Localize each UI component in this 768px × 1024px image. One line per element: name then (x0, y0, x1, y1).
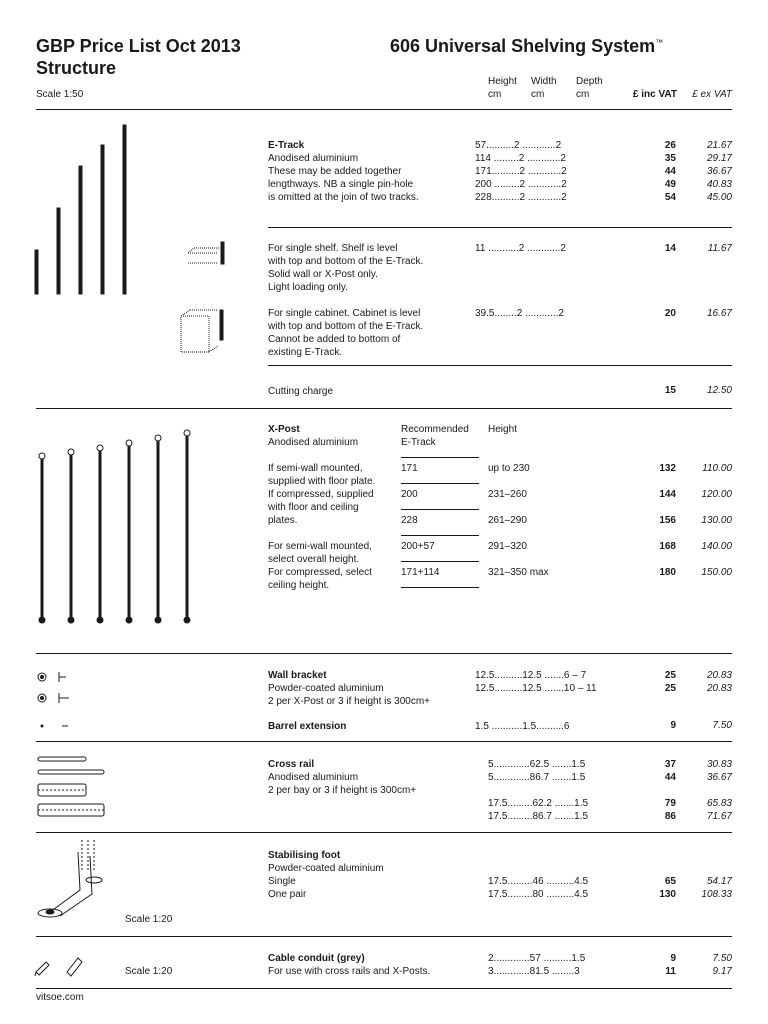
single-cabinet-block (268, 307, 423, 359)
single-shelf-desc: Light loading only. (268, 282, 348, 293)
single-shelf-desc: Solid wall or X-Post only. (268, 269, 378, 280)
col-depth (576, 75, 603, 101)
stabilising-foot-dims (488, 875, 588, 901)
x-post-rec-label (401, 423, 469, 449)
dims-cell: 5.............62.5 .......1.5 (488, 759, 586, 770)
col-depth-unit: cm (576, 89, 590, 100)
height-cell: 291–320 (488, 541, 527, 552)
product-title-text: 606 Universal Shelving System (390, 36, 656, 56)
price-inc: 156 (659, 515, 676, 526)
height-cell: 231–260 (488, 489, 527, 500)
row-rule (401, 509, 479, 510)
dims-cell: 1.5 ...........1.5..........6 (475, 721, 570, 732)
stabilising-foot-block (268, 849, 384, 901)
x-post-note: supplied with floor plate. (268, 476, 376, 487)
cross-rail-desc: 2 per bay or 3 if height is 300cm+ (268, 785, 417, 796)
x-post-note: If compressed, supplied (268, 489, 374, 500)
price-ex: 110.00 (702, 463, 732, 474)
price-inc: 14 (664, 243, 676, 254)
price-ex: 30.83 (706, 759, 732, 770)
rec-cell: 200 (401, 489, 418, 500)
row-rule (401, 535, 479, 536)
stabilising-foot-option: Single (268, 876, 296, 887)
wall-bracket-dims (475, 669, 597, 695)
price-ex: 130.00 (701, 515, 732, 526)
x-post-note: plates. (268, 515, 298, 526)
x-post-note: select overall height. (268, 554, 360, 565)
price-ex: 12.50 (706, 385, 732, 396)
x-post-note: ceiling height. (268, 580, 330, 591)
divider (268, 365, 732, 366)
cable-conduit-block (268, 952, 430, 978)
cable-conduit-name: Cable conduit (grey) (268, 953, 365, 964)
col-ex-vat: £ ex VAT (692, 89, 732, 100)
section-title: Structure (36, 58, 117, 78)
e-track-dims (475, 139, 567, 204)
price-list-title: GBP Price List Oct 2013 (36, 36, 241, 56)
dims-cell: 5.............86.7 .......1.5 (488, 772, 586, 783)
section-divider (36, 936, 732, 937)
price-ex: 45.00 (706, 192, 732, 203)
price-inc: 49 (664, 179, 676, 190)
single-cabinet-desc: with top and bottom of the E-Track. (268, 321, 424, 332)
cable-conduit-ex (687, 952, 732, 978)
dims-cell: 39.5........2 ............2 (475, 308, 564, 319)
cable-conduit-dims (488, 952, 585, 978)
rec-cell: 171 (401, 463, 418, 474)
single-cabinet-desc: For single cabinet. Cabinet is level (268, 308, 421, 319)
cutting-charge-label: Cutting charge (268, 386, 334, 397)
price-ex: 150.00 (701, 567, 732, 578)
rec-cell: 171+114 (401, 567, 440, 578)
price-inc: 9 (670, 720, 676, 731)
dims-cell: 171..........2 ............2 (475, 166, 567, 177)
price-inc: 65 (664, 876, 676, 887)
section-divider (36, 741, 732, 742)
price-ex: 7.50 (712, 720, 732, 731)
x-post-note: For compressed, select (268, 567, 372, 578)
dims-cell: 17.5.........86.7 .......1.5 (488, 811, 589, 822)
dims-cell: 17.5.........62.2 .......1.5 (488, 798, 589, 809)
height-cell: up to 230 (488, 463, 530, 474)
price-inc: 44 (664, 166, 676, 177)
cross-rail-block (268, 758, 416, 797)
wall-bracket-ex (687, 669, 732, 695)
price-ex: 71.67 (706, 811, 732, 822)
price-ex: 20.83 (706, 683, 732, 694)
e-track-block (268, 139, 419, 204)
scale-label: Scale 1:50 (36, 89, 84, 100)
height-cell: 261–290 (488, 515, 527, 526)
price-inc: 54 (664, 192, 676, 203)
price-ex: 36.67 (706, 166, 732, 177)
col-height-label: Height (488, 76, 517, 87)
price-ex: 54.17 (706, 876, 732, 887)
x-post-note: with floor and ceiling (268, 502, 359, 513)
stabilising-foot-inc (636, 875, 676, 901)
single-shelf-block (268, 242, 423, 294)
e-track-desc: is omitted at the join of two tracks. (268, 192, 419, 203)
wall-bracket-desc: 2 per X-Post or 3 if height is 300cm+ (268, 696, 431, 707)
rec-label: Recommended (401, 424, 469, 435)
dims-cell: 114 .........2 ............2 (475, 153, 566, 164)
price-ex: 11.67 (707, 243, 732, 254)
price-inc: 132 (659, 463, 676, 474)
e-track-ex (687, 139, 732, 204)
e-track-desc: Anodised aluminium (268, 153, 359, 164)
x-post-heading (268, 423, 358, 449)
single-cabinet-desc: existing E-Track. (268, 347, 343, 358)
stabilising-foot-option: One pair (268, 889, 307, 900)
price-ex: 120.00 (701, 489, 732, 500)
price-ex: 140.00 (701, 541, 732, 552)
wall-bracket-drawing (38, 672, 69, 703)
col-depth-label: Depth (576, 76, 603, 87)
single-cabinet-drawing (181, 310, 223, 352)
trademark: ™ (655, 38, 664, 47)
single-shelf-drawing (188, 242, 224, 264)
cross-rail-ex (687, 758, 732, 784)
price-inc: 35 (664, 153, 676, 164)
cable-conduit-inc (636, 952, 676, 978)
price-inc: 25 (664, 683, 676, 694)
e-track-drawing (35, 125, 126, 294)
price-inc: 20 (664, 308, 676, 319)
barrel-extension-drawing (41, 725, 68, 727)
cross-rail-inc-2 (636, 797, 676, 823)
row-rule (401, 561, 479, 562)
divider (268, 227, 732, 228)
price-ex: 21.67 (706, 140, 732, 151)
section-divider (36, 408, 732, 409)
single-shelf-desc: with top and bottom of the E-Track. (268, 256, 424, 267)
price-inc: 86 (664, 811, 676, 822)
dims-cell: 12.5..........12.5 .......10 – 11 (475, 683, 597, 694)
price-inc: 15 (664, 385, 676, 396)
single-cabinet-desc: Cannot be added to bottom of (268, 334, 401, 345)
dims-cell: 11 ...........2 ............2 (475, 243, 566, 254)
price-inc: 168 (659, 541, 676, 552)
price-ex: 9.17 (712, 966, 732, 977)
e-track-desc: lengthways. NB a single pin-hole (268, 179, 414, 190)
cable-conduit-drawing (35, 958, 82, 976)
price-inc: 44 (664, 772, 676, 783)
price-inc: 79 (664, 798, 676, 809)
price-ex: 40.83 (706, 179, 732, 190)
x-post-material: Anodised aluminium (268, 437, 359, 448)
stabilising-foot-ex (687, 875, 732, 901)
col-height (488, 75, 517, 101)
dims-cell: 200 .........2 ............2 (475, 179, 567, 190)
cross-rail-ex-2 (687, 797, 732, 823)
price-inc: 144 (659, 489, 676, 500)
price-inc: 25 (664, 670, 676, 681)
height-cell: 321–350 max (488, 567, 549, 578)
price-ex: 65.83 (706, 798, 732, 809)
price-ex: 20.83 (706, 670, 732, 681)
x-post-notes-2 (268, 540, 372, 592)
col-inc-vat: £ inc VAT (632, 89, 677, 100)
col-width-label: Width (531, 76, 557, 87)
x-post-height-label: Height (488, 424, 517, 435)
product-title (390, 36, 663, 57)
e-track-name: E-Track (268, 140, 305, 151)
stabilising-foot-scale: Scale 1:20 (125, 914, 173, 925)
price-ex: 108.33 (701, 889, 732, 900)
x-post-note: For semi-wall mounted, (268, 541, 372, 552)
price-inc: 9 (670, 953, 676, 964)
price-inc: 26 (664, 140, 676, 151)
cross-rail-drawing (38, 757, 104, 816)
barrel-extension-name: Barrel extension (268, 721, 347, 732)
e-track-inc (636, 139, 676, 204)
stabilising-foot-name: Stabilising foot (268, 850, 341, 861)
price-ex: 29.17 (706, 153, 732, 164)
col-width-unit: cm (531, 89, 545, 100)
row-rule (401, 587, 479, 588)
wall-bracket-name: Wall bracket (268, 670, 327, 681)
x-post-notes (268, 462, 375, 527)
price-ex: 16.67 (706, 308, 732, 319)
single-shelf-desc: For single shelf. Shelf is level (268, 243, 398, 254)
x-post-note: If semi-wall mounted, (268, 463, 363, 474)
cable-conduit-desc: For use with cross rails and X-Posts. (268, 966, 431, 977)
cross-rail-dims (488, 758, 585, 784)
row-rule (401, 483, 479, 484)
col-width (531, 75, 557, 101)
stabilising-foot-material: Powder-coated aluminium (268, 863, 384, 874)
footer-divider (36, 988, 732, 989)
stabilising-foot-drawing (38, 840, 102, 917)
cross-rail-dims-2 (488, 797, 588, 823)
wall-bracket-desc: Powder-coated aluminium (268, 683, 384, 694)
price-ex: 7.50 (712, 953, 732, 964)
price-ex: 36.67 (706, 772, 732, 783)
rec-cell: 200+57 (401, 541, 435, 552)
section-divider (36, 653, 732, 654)
e-track-desc: These may be added together (268, 166, 402, 177)
price-inc: 11 (665, 966, 676, 977)
dims-cell: 17.5.........46 ..........4.5 (488, 876, 589, 887)
col-height-unit: cm (488, 89, 502, 100)
dims-cell: 57..........2 ............2 (475, 140, 562, 151)
price-inc: 180 (659, 567, 676, 578)
rec-label: E-Track (401, 437, 436, 448)
cross-rail-inc (636, 758, 676, 784)
cross-rail-name: Cross rail (268, 759, 315, 770)
row-rule (401, 457, 479, 458)
footer-site: vitsoe.com (36, 992, 84, 1003)
dims-cell: 12.5..........12.5 .......6 – 7 (475, 670, 587, 681)
wall-bracket-inc (636, 669, 676, 695)
dims-cell: 17.5.........80 ..........4.5 (488, 889, 589, 900)
header-divider (36, 109, 732, 110)
dims-cell: 3.............81.5 ........3 (488, 966, 580, 977)
x-post-name: X-Post (268, 424, 300, 435)
dims-cell: 228..........2 ............2 (475, 192, 567, 203)
section-divider (36, 832, 732, 833)
dims-cell: 2.............57 ..........1.5 (488, 953, 586, 964)
cross-rail-desc: Anodised aluminium (268, 772, 359, 783)
wall-bracket-block (268, 669, 430, 708)
cable-conduit-scale: Scale 1:20 (125, 966, 173, 977)
price-inc: 37 (664, 759, 676, 770)
rec-cell: 228 (401, 515, 418, 526)
price-inc: 130 (659, 889, 676, 900)
x-post-drawing (39, 430, 190, 623)
